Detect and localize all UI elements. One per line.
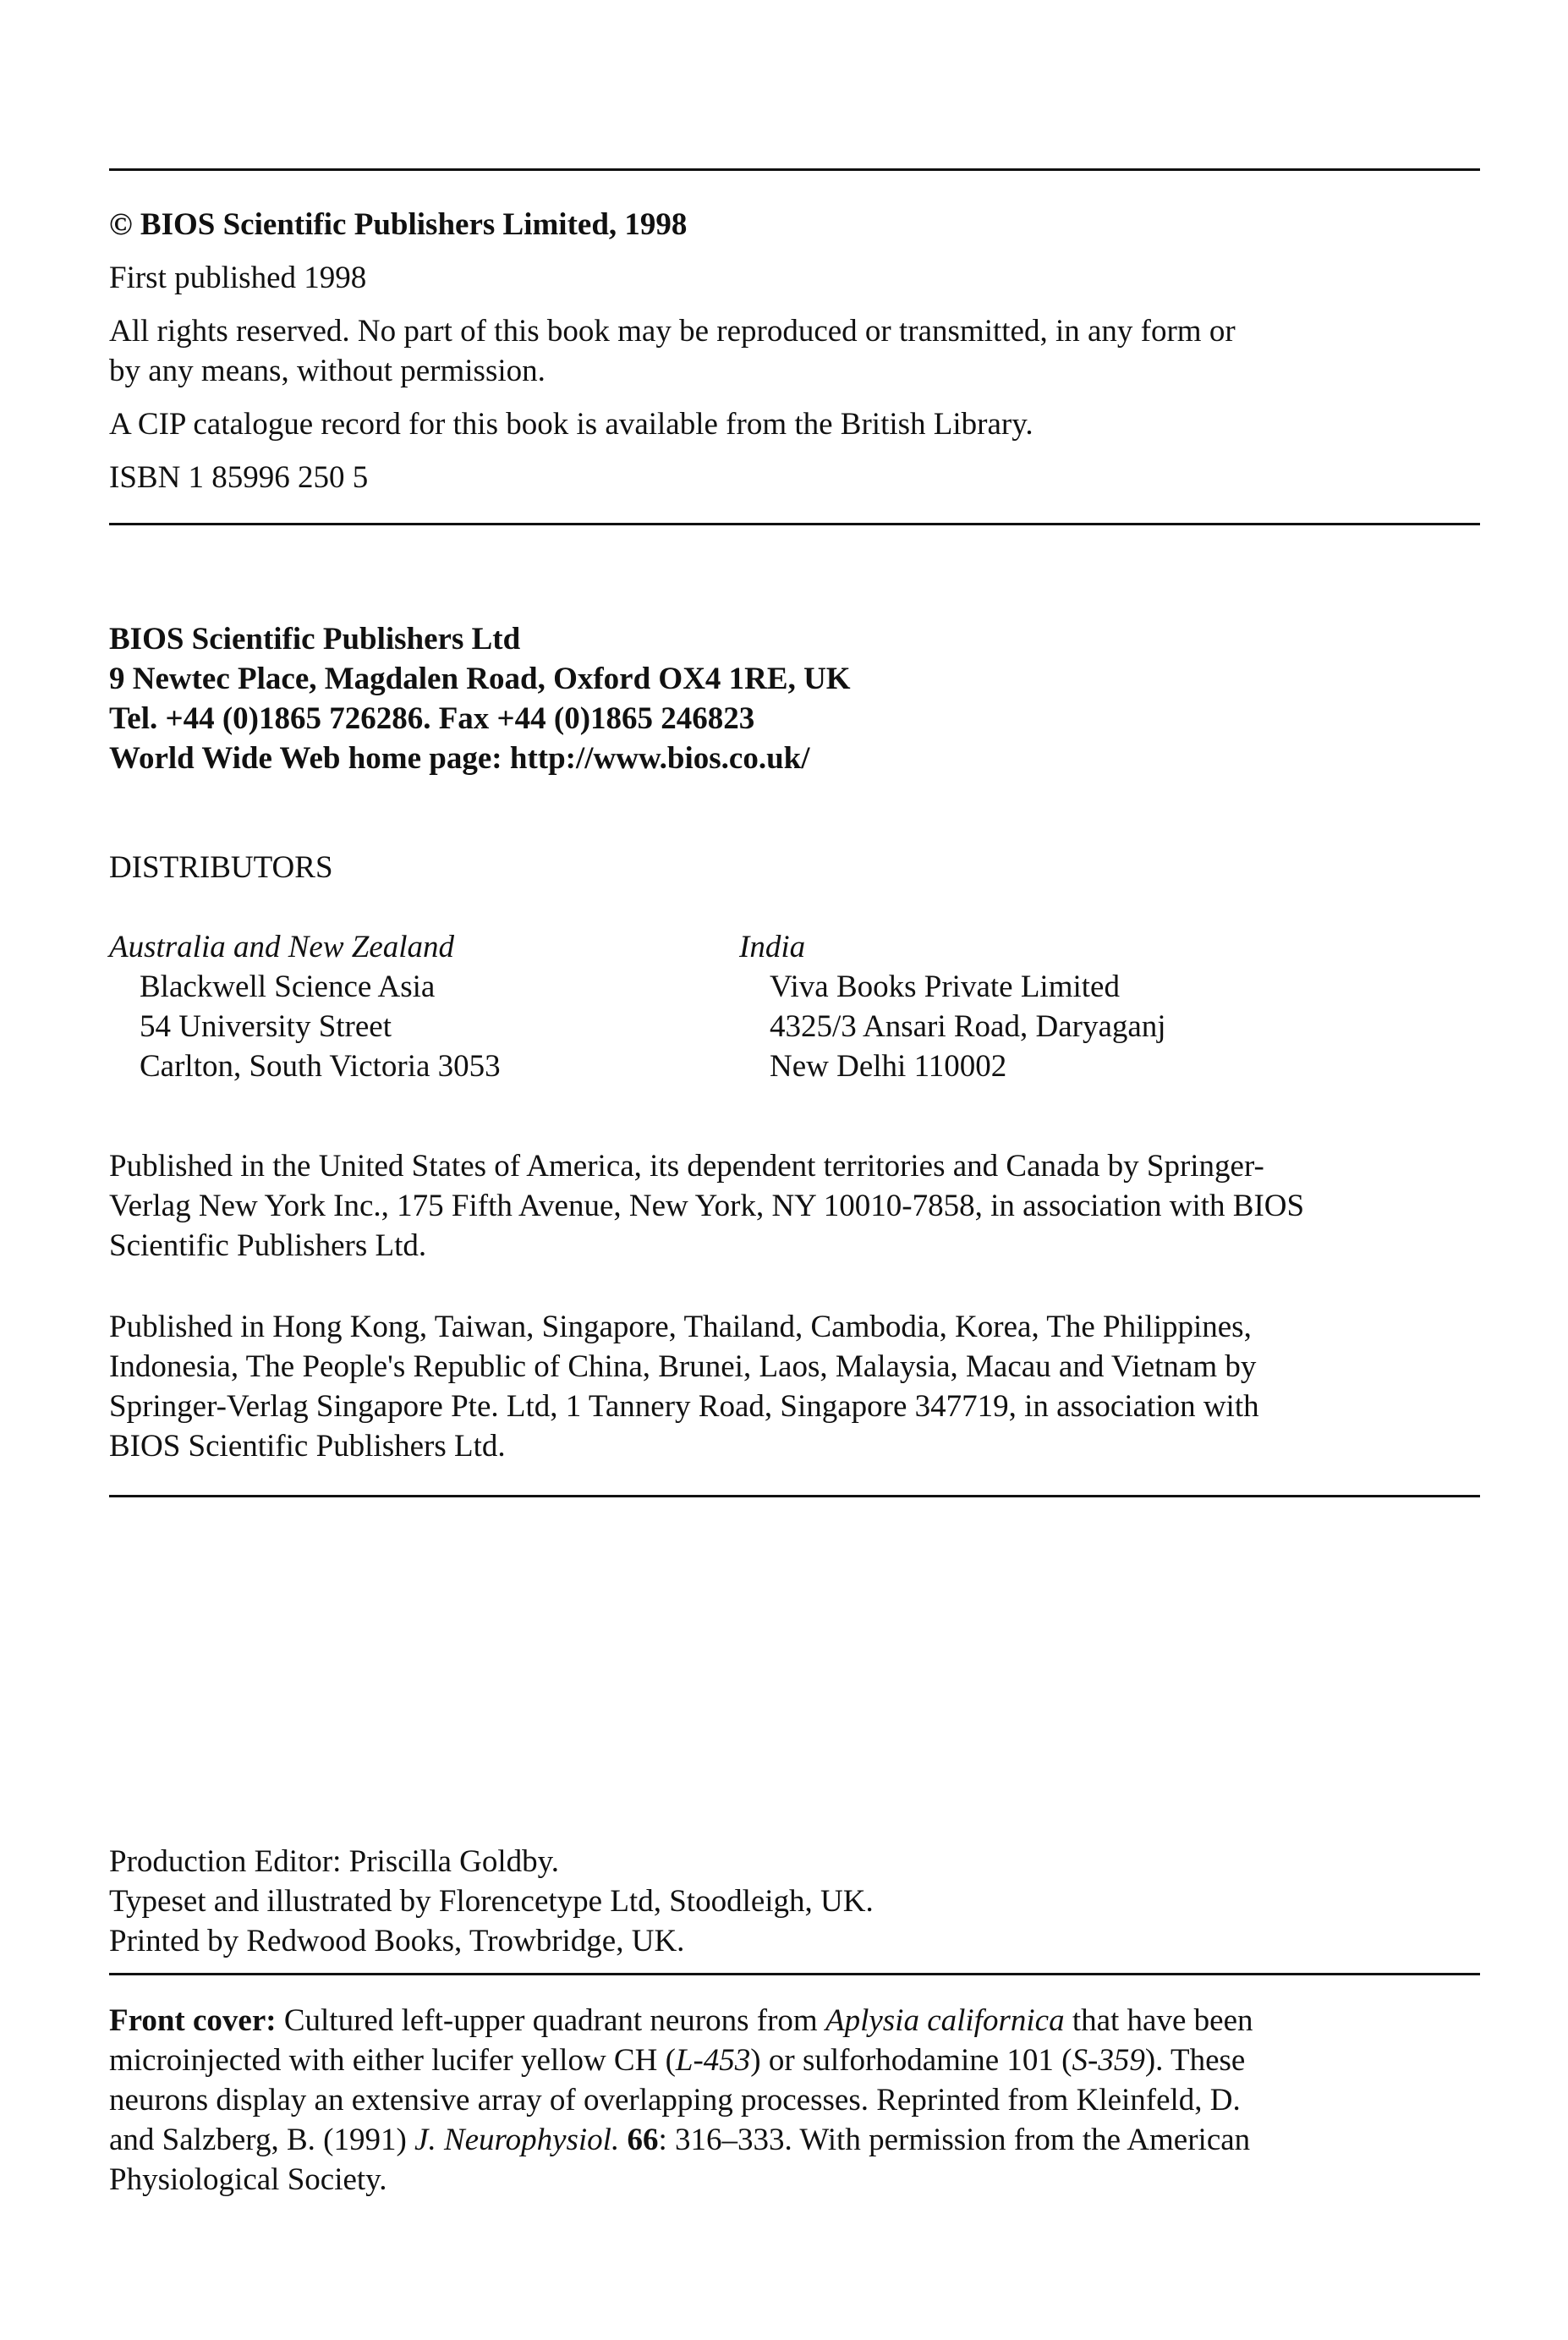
isbn: ISBN 1 85996 250 5 <box>109 460 369 495</box>
cip-record: A CIP catalogue record for this book is available from the British Library. <box>109 407 1033 442</box>
distributor-line: Blackwell Science Asia <box>140 970 436 1004</box>
journal-name: J. Neurophysiol. <box>414 2123 620 2157</box>
publisher-address: 9 Newtec Place, Magdalen Road, Oxford OX4 1RE, UK <box>109 662 851 696</box>
cover-line-5: Physiological Society. <box>109 2162 387 2197</box>
usa-publication-paragraph <box>109 1146 1496 1266</box>
catalog-code: S-359 <box>1072 2043 1145 2078</box>
cover-text: ). These <box>1144 2043 1246 2078</box>
distributor-region: Australia and New Zealand <box>109 930 455 964</box>
rule-after-isbn <box>109 523 1480 525</box>
cover-text: and Salzberg, B. (1991) <box>109 2123 415 2157</box>
paragraph-line: Published in Hong Kong, Taiwan, Singapore, Thailand, Cambodia, Korea, The Philippines, <box>109 1310 1252 1344</box>
paragraph-line: Springer-Verlag Singapore Pte. Ltd, 1 Tannery Road, Singapore 347719, in association with <box>109 1389 1259 1424</box>
distributor-australia <box>109 927 701 1086</box>
distributor-line: Carlton, South Victoria 3053 <box>140 1049 501 1084</box>
cover-text: Cultured left-upper quadrant neurons from <box>283 2003 825 2038</box>
paragraph-line: Published in the United States of America, its dependent territories and Canada by Springer- <box>109 1149 1264 1184</box>
publisher-name: BIOS Scientific Publishers Ltd <box>109 622 521 656</box>
paragraph-line: Verlag New York Inc., 175 Fifth Avenue, New York, NY 10010-7858, in association with BIOS <box>109 1189 1305 1223</box>
front-cover-label: Front cover: <box>109 2003 277 2038</box>
cover-text: : 316–333. With permission from the American <box>658 2123 1251 2157</box>
species-name: Aplysia californica <box>825 2003 1065 2038</box>
distributor-line: Viva Books Private Limited <box>770 970 1120 1004</box>
cover-line-3: neurons display an extensive array of overlapping processes. Reprinted from Kleinfeld, D. <box>109 2083 1241 2118</box>
publisher-phone-fax: Tel. +44 (0)1865 726286. Fax +44 (0)1865 246823 <box>109 701 755 736</box>
production-editor: Production Editor: Priscilla Goldby. <box>109 1844 560 1879</box>
rule-before-cover <box>109 1973 1480 1975</box>
distributor-region: India <box>739 930 806 964</box>
distributor-line: New Delhi 110002 <box>770 1049 1007 1084</box>
rights-line-1: All rights reserved. No part of this book may be reproduced or transmitted, in any form or <box>109 314 1236 349</box>
rule-after-asia <box>109 1495 1480 1497</box>
cover-text: ) or sulforhodamine 101 ( <box>750 2043 1072 2078</box>
paragraph-line: BIOS Scientific Publishers Ltd. <box>109 1429 506 1464</box>
cover-line-2 <box>109 2041 1496 2080</box>
cover-line-4 <box>109 2120 1496 2160</box>
asia-publication-paragraph <box>109 1307 1496 1466</box>
first-published: First published 1998 <box>109 261 367 295</box>
top-rule <box>109 168 1480 171</box>
cover-line-1 <box>109 2001 1496 2041</box>
journal-volume: 66 <box>627 2123 659 2157</box>
distributor-line: 54 University Street <box>140 1009 392 1044</box>
production-credits <box>109 1842 1496 1961</box>
distributors-heading: DISTRIBUTORS <box>109 850 333 885</box>
distributor-india <box>739 927 1416 1086</box>
paragraph-line: Scientific Publishers Ltd. <box>109 1228 427 1263</box>
cover-text: that have been <box>1064 2003 1253 2038</box>
publisher-block <box>109 619 1496 778</box>
typeset-credit: Typeset and illustrated by Florencetype Ltd, Stoodleigh, UK. <box>109 1884 874 1919</box>
publisher-web: World Wide Web home page: http://www.bios.co.uk/ <box>109 741 810 776</box>
copyright-notice: © BIOS Scientific Publishers Limited, 1998 <box>109 207 688 242</box>
cover-text: microinjected with either lucifer yellow CH ( <box>109 2043 676 2078</box>
paragraph-line: Indonesia, The People's Republic of China, Brunei, Laos, Malaysia, Macau and Vietnam by <box>109 1349 1257 1384</box>
rights-line-2: by any means, without permission. <box>109 354 546 388</box>
distributor-line: 4325/3 Ansari Road, Daryaganj <box>770 1009 1166 1044</box>
printer-credit: Printed by Redwood Books, Trowbridge, UK. <box>109 1924 685 1958</box>
catalog-code: L-453 <box>675 2043 751 2078</box>
copyright-block <box>109 205 1496 497</box>
front-cover-note <box>109 2001 1496 2200</box>
